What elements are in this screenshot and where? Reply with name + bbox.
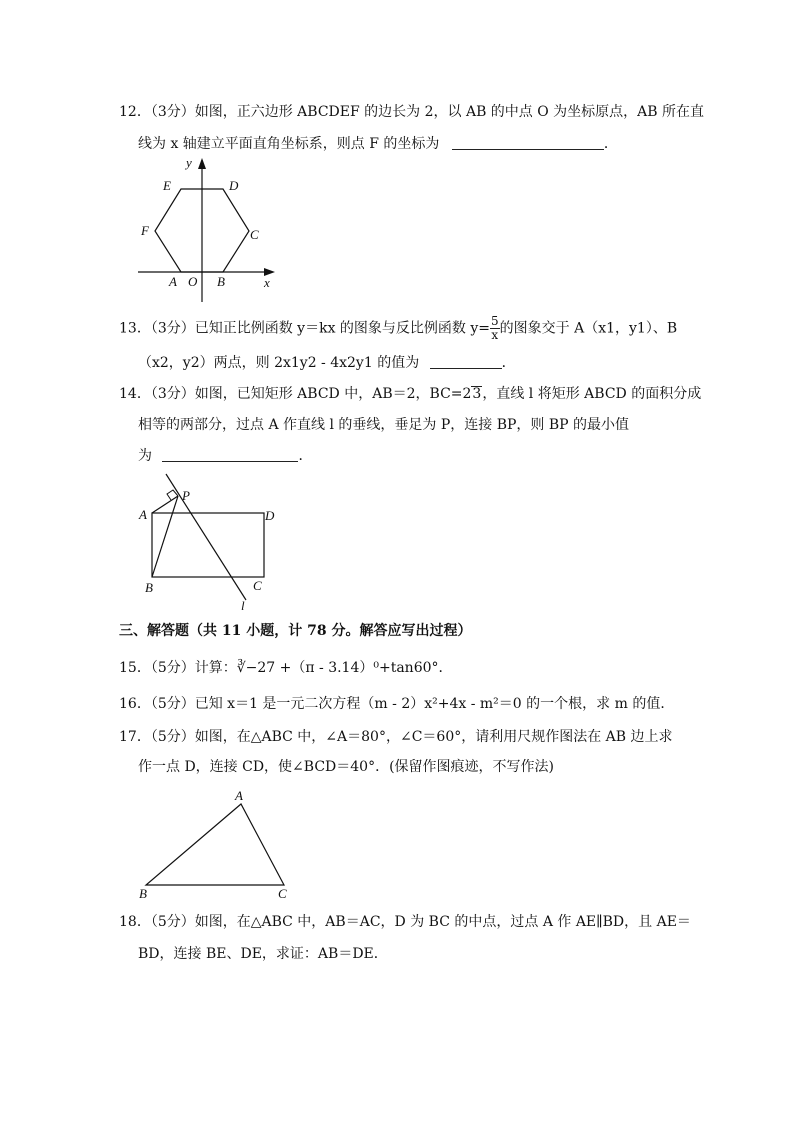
label-C: C: [253, 578, 262, 593]
label-x: x: [264, 275, 270, 290]
label-D: D: [265, 508, 275, 523]
label-D: D: [229, 178, 239, 193]
q18-line-2: [138, 945, 388, 963]
label-F: F: [141, 223, 149, 238]
q13-text-1b: 的图象交于 A（x1，y1）、B: [499, 320, 678, 337]
q15-text: 15．（5分）计算：∛−27 +（π - 3.14）⁰+tan60°．: [119, 660, 453, 676]
q13-end: ．: [501, 355, 516, 371]
q18-text-1: 18．（5分）如图，在△ABC 中，AB＝AC，D 为 BC 的中点，过点 A 作 AE∥BD，且 AE＝: [119, 914, 691, 930]
label-C: C: [278, 886, 287, 901]
q13-text-2: （x2，y2）两点，则 2x1y2 - 4x2y1 的值为: [138, 355, 420, 371]
label-A: A: [169, 274, 177, 289]
q12-text-2: 线为 x 轴建立平面直角坐标系，则点 F 的坐标为: [138, 136, 440, 152]
label-A: A: [235, 788, 243, 803]
q18-line-1: [119, 913, 691, 931]
q17-text-2: 作一点 D，连接 CD，使∠BCD＝40°．(保留作图痕迹，不写作法): [138, 759, 555, 775]
q14-end: ．: [298, 448, 313, 464]
label-P: P: [182, 488, 190, 503]
frac-numerator: 5: [491, 314, 499, 328]
label-C: C: [250, 227, 259, 242]
q12-end: ．: [603, 136, 618, 152]
q16-text: 16．（5分）已知 x＝1 是一元二次方程（m - 2）x²+4x - m²＝0 的一个根，求 m 的值．: [119, 696, 675, 712]
label-O: O: [188, 274, 198, 289]
frac-denominator: x: [491, 328, 499, 342]
q14-text-1a: 14．（3分）如图，已知矩形 ABCD 中，AB＝2，BC=2: [119, 386, 472, 402]
q14-sqrt-3: 3: [472, 386, 482, 402]
q14-text-1b: ，直线 l 将矩形 ABCD 的面积分成: [482, 386, 702, 402]
q18-text-2: BD，连接 BE、DE，求证：AB＝DE．: [138, 946, 388, 962]
label-A: A: [139, 507, 147, 522]
q12-text-1: 12．（3分）如图，正六边形 ABCDEF 的边长为 2，以 AB 的中点 O 为坐标原点，AB 所在直: [119, 104, 705, 120]
label-E: E: [163, 178, 171, 193]
q14-text-3: 为: [138, 448, 152, 464]
q13-text-1a: 13．（3分）已知正比例函数 y＝kx 的图象与反比例函数 y=: [119, 320, 490, 337]
label-B: B: [145, 580, 153, 595]
q14-text-2: 相等的两部分，过点 A 作直线 l 的垂线，垂足为 P，连接 BP，则 BP 的最小值: [138, 417, 630, 433]
q17-text-1: 17．（5分）如图，在△ABC 中，∠A＝80°，∠C＝60°，请利用尺规作图法在 AB 边上求: [119, 729, 673, 745]
label-y: y: [186, 155, 192, 170]
label-B: B: [139, 886, 147, 901]
label-l: l: [241, 598, 245, 613]
section-3-text: 三、解答题（共 11 小题，计 78 分。解答应写出过程）: [119, 623, 472, 639]
triangle-abc: [146, 804, 284, 885]
label-B: B: [217, 274, 225, 289]
